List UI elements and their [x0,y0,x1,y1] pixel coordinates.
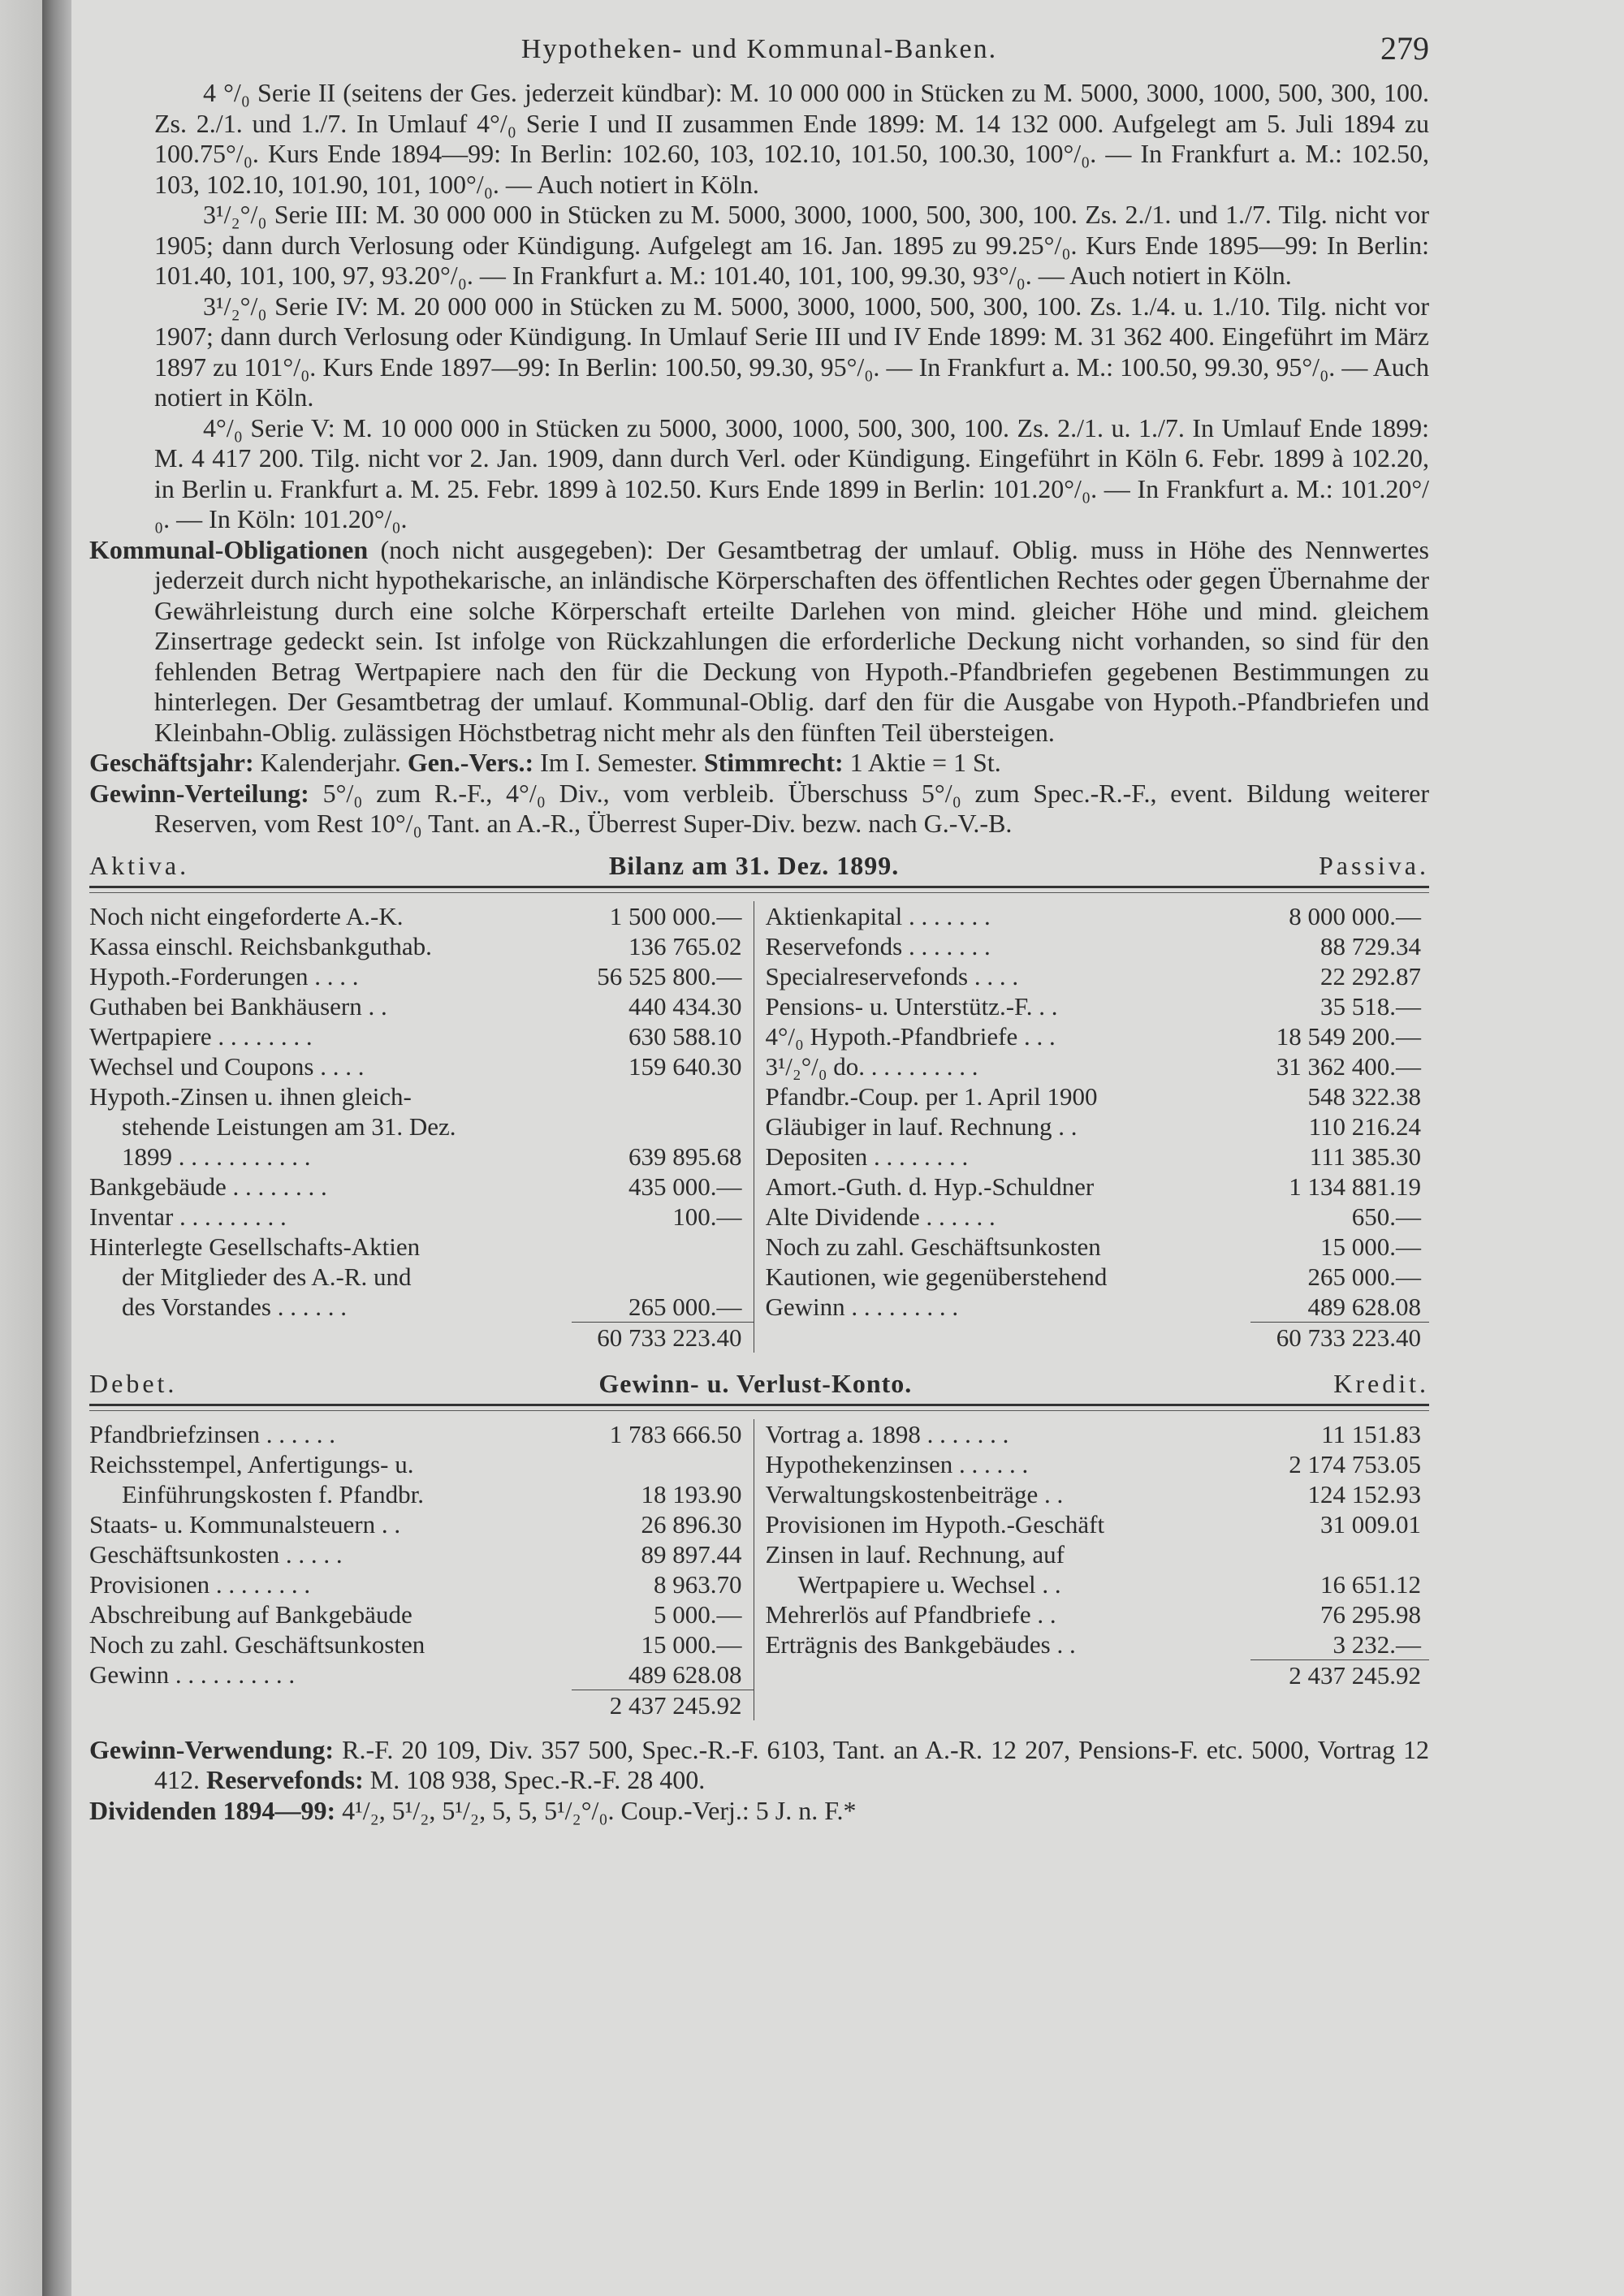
kredit-row-label: Hypothekenzinsen . . . . . . [765,1449,1029,1478]
aktiva-row [89,931,754,961]
aktiva-total: 60 733 223.40 [572,1322,754,1353]
passiva-row-amount: 22 292.87 [1320,961,1421,990]
dividenden-text: 4¹/₂, 5¹/₂, 5¹/₂, 5, 5, 5¹/₂°/₀. Coup.-Verj.: 5 J. n. F.* [335,1795,857,1825]
aktiva-row-label: Bankgebäude . . . . . . . . [89,1172,327,1201]
passiva-row [766,1262,1430,1292]
gewinn-verwendung-paragraph [89,1735,1429,1796]
debet-row-amount: 5 000.— [654,1599,742,1629]
aktiva-row [89,1202,754,1232]
passiva-row [766,901,1430,931]
aktiva-row-label: stehende Leistungen am 31. Dez. [122,1111,456,1141]
aktiva-row [89,1051,754,1081]
gewinn-verteilung-heading: Gewinn-Verteilung: [89,778,309,808]
series-v-paragraph: 4°/₀ Serie V: M. 10 000 000 in Stücken zu 5000, 3000, 1000, 500, 300, 100. Zs. 2./1. u. 1./7. In Umlauf Ende 1899: M. 4 417 200. Tilg. nicht vor 2. Jan. 1909, dann durch Verl. oder Kündigung. Eingeführt in Köln 6. Febr. 1899 à 102.20, in Berlin u. Frankfurt a. M. 25. Febr. 1899 à 102.50. Kurs Ende 1899 in Berlin: 101.20°/₀. — In Frankfurt a. M.: 101.20°/₀. — In Köln: 101.20°/₀. [154,412,1429,533]
aktiva-row [89,1232,754,1262]
debet-row-label: Geschäftsunkosten . . . . . [89,1539,343,1569]
kredit-row-label: Wertpapiere u. Wechsel . . [797,1569,1061,1599]
aktiva-row-label: der Mitglieder des A.-R. und [122,1262,412,1291]
debet-row [89,1479,754,1509]
gewinn-verteilung-paragraph [89,779,1429,839]
passiva-row [766,1172,1430,1202]
kredit-row-amount [1250,1539,1429,1569]
aktiva-row [89,1142,754,1172]
aktiva-row-amount: 639 895.68 [628,1142,742,1171]
guv-title: Gewinn- u. Verlust-Konto. [598,1368,913,1398]
passiva-row [766,1111,1430,1142]
passiva-row-label: 4°/₀ Hypoth.-Pfandbriefe . . . [765,1021,1056,1051]
kredit-row-amount: 2 174 753.05 [1289,1449,1421,1478]
passiva-row-amount: 35 518.— [1320,991,1421,1021]
aktiva-row-amount: 440 434.30 [628,991,742,1021]
document-page [89,29,1429,1826]
kredit-row [766,1449,1430,1479]
passiva-row-amount: 31 362 400.— [1276,1051,1421,1081]
passiva-row [766,1292,1430,1322]
kredit-row-label: Vortrag a. 1898 . . . . . . . [765,1419,1009,1448]
kredit-column [754,1419,1430,1720]
kommunal-text: (noch nicht ausgegeben): Der Gesamtbetrag der umlauf. Oblig. muss in Höhe des Nennwertes jederzeit durch nicht hypothekarische, an inländische Körperschaften des öffentlichen Rechtes oder gegen Übernahme der Gewährleistung durch eine solche Körperschaft erteilte Darlehen von mind. gleicher Höhe und mind. gleichem Zinsertrage gedeckt sein. Ist infolge von Rückzahlungen die erforderliche Deckung nicht vorhanden, so sind für den fehlenden Betrag Wertpapiere nach den für die Deckung von Hypoth.-Pfandbriefen gegebenen Bestimmungen zu hinterlegen. Der Gesamtbetrag der umlauf. Kommunal-Oblig. darf den für die Ausgabe von Hypoth.-Pfandbriefen und Kleinbahn-Oblig. zulässigen Höchstbetrag nicht mehr als den fünften Teil übersteigen. [154,534,1429,747]
debet-row-label: Provisionen . . . . . . . . [89,1569,311,1599]
passiva-row [766,1051,1430,1081]
aktiva-row-amount: 136 765.02 [628,931,742,960]
debet-row-amount [572,1449,754,1479]
gewinn-verwendung-text: R.-F. 20 109, Div. 357 500, Spec.-R.-F. 6103, Tant. an A.-R. 12 207, Pensions-F. etc. 5000, Vortrag 12 412. [154,1734,1429,1794]
kommunal-heading: Kommunal-Obligationen [89,534,369,564]
bilanz-heading [89,851,1429,888]
debet-row [89,1569,754,1599]
aktiva-row [89,961,754,991]
dividenden-heading: Dividenden 1894—99: [89,1795,336,1825]
kredit-row [766,1569,1430,1599]
aktiva-row-label: Wertpapiere . . . . . . . . [89,1021,313,1051]
kredit-row-amount: 76 295.98 [1320,1599,1421,1629]
geschaeftsjahr-line [89,748,1429,779]
passiva-total-row [766,1322,1430,1353]
gewinn-verwendung-heading: Gewinn-Verwendung: [89,1734,335,1764]
aktiva-row-amount: 56 525 800.— [597,961,742,990]
passiva-row [766,991,1430,1021]
kredit-row-label: Zinsen in lauf. Rechnung, auf [765,1539,1065,1569]
debet-row-label: Staats- u. Kommunalsteuern . . [89,1509,401,1539]
running-head: Hypotheken- und Kommunal-Banken. [520,34,998,64]
debet-row-amount: 18 193.90 [641,1479,742,1508]
passiva-row-label: Noch zu zahl. Geschäftsunkosten [765,1232,1101,1261]
passiva-row-label: Gläubiger in lauf. Rechnung . . [765,1111,1078,1141]
divider [89,892,1429,893]
passiva-row-amount: 110 216.24 [1308,1111,1421,1141]
debet-row-amount: 15 000.— [641,1629,742,1659]
dividenden-line [89,1796,1429,1827]
debet-row [89,1539,754,1569]
debet-total-row [89,1690,754,1720]
debet-row-label: Gewinn . . . . . . . . . . [89,1659,296,1689]
bilanz-title: Bilanz am 31. Dez. 1899. [608,850,900,880]
kredit-total: 2 437 245.92 [1250,1659,1429,1690]
aktiva-row-label: des Vorstandes . . . . . . [122,1292,347,1321]
geschaeftsjahr-heading: Geschäftsjahr: [89,748,254,777]
aktiva-row-label: Hypoth.-Forderungen . . . . [89,961,359,990]
aktiva-row [89,1262,754,1292]
guv-heading [89,1369,1429,1406]
aktiva-row-amount: 265 000.— [628,1292,742,1321]
debet-row [89,1449,754,1479]
kredit-row [766,1509,1430,1539]
passiva-row-label: Gewinn . . . . . . . . . [765,1292,959,1321]
debet-row-label: Abschreibung auf Bankgebäude [89,1599,412,1629]
geschaeftsjahr-text: Kalenderjahr. [253,748,408,777]
stimmrecht-text: 1 Aktie = 1 St. [843,748,1001,777]
passiva-row-amount: 18 549 200.— [1276,1021,1421,1051]
debet-row-amount: 8 963.70 [654,1569,742,1599]
series-ii-paragraph: 4 °/₀ Serie II (seitens der Ges. jederzeit kündbar): M. 10 000 000 in Stücken zu M. 5000, 3000, 1000, 500, 300, 100. Zs. 2./1. und 1./7. In Umlauf 4°/₀ Serie I und II zusammen Ende 1899: M. 14 132 000. Aufgelegt am 5. Juli 1894 zu 100.75°/₀. Kurs Ende 1894—99: In Berlin: 102.60, 103, 102.10, 101.50, 100.30, 100°/₀. — In Frankfurt a. M.: 102.50, 103, 102.10, 101.90, 101, 100°/₀. — Auch notiert in Köln. [154,78,1429,199]
aktiva-row-label: Hinterlegte Gesellschafts-Aktien [89,1232,421,1261]
passiva-row-amount: 265 000.— [1307,1262,1421,1291]
book-binding-shadow [42,0,71,2296]
gen-vers-heading: Gen.-Vers.: [407,748,534,777]
passiva-row-amount: 88 729.34 [1320,931,1421,960]
kredit-row-label: Mehrerlös auf Pfandbriefe . . [765,1599,1056,1629]
debet-row [89,1629,754,1659]
passiva-row-amount: 1 134 881.19 [1289,1172,1421,1201]
aktiva-row-amount [572,1081,754,1111]
debet-total: 2 437 245.92 [572,1690,754,1720]
series-iv-paragraph: 3¹/₂°/₀ Serie IV: M. 20 000 000 in Stücken zu M. 5000, 3000, 1000, 500, 300, 100. Zs. 1./4. u. 1./10. Tilg. nicht vor 1907; dann durch Verlosung oder Kündigung. In Umlauf Serie III und IV Ende 1899: M. 31 362 400. Eingeführt im März 1897 zu 101°/₀. Kurs Ende 1897—99: In Berlin: 100.50, 99.30, 95°/₀. — In Frankfurt a. M.: 100.50, 99.30, 95°/₀. — Auch notiert in Köln. [154,291,1429,412]
page-number: 279 [1380,30,1429,67]
debet-row-label: Reichsstempel, Anfertigungs- u. [89,1449,414,1478]
passiva-row [766,1202,1430,1232]
debet-row [89,1659,754,1690]
aktiva-row-label: Hypoth.-Zinsen u. ihnen gleich- [89,1081,412,1111]
passiva-row-amount: 650.— [1351,1202,1421,1231]
aktiva-row [89,991,754,1021]
debet-row-label: Einführungskosten f. Pfandbr. [122,1479,424,1508]
aktiva-row-label: Inventar . . . . . . . . . [89,1202,287,1231]
kredit-row-amount: 31 009.01 [1320,1509,1421,1539]
passiva-row-amount: 8 000 000.— [1289,901,1421,930]
passiva-label: Passiva. [1318,850,1429,880]
aktiva-row-amount [572,1232,754,1262]
passiva-row [766,961,1430,991]
aktiva-row-amount: 435 000.— [628,1172,742,1201]
debet-row-amount: 89 897.44 [641,1539,742,1569]
debet-row [89,1599,754,1629]
kredit-row [766,1629,1430,1659]
gen-vers-text: Im I. Semester. [533,748,704,777]
debet-row-amount: 26 896.30 [641,1509,742,1539]
aktiva-row-label: Wechsel und Coupons . . . . [89,1051,365,1081]
reservefonds-heading: Reservefonds: [206,1765,364,1794]
passiva-row [766,1081,1430,1111]
passiva-row-amount: 111 385.30 [1309,1142,1421,1171]
aktiva-row-amount: 630 588.10 [628,1021,742,1051]
page-left-margin [0,0,42,2296]
passiva-row-label: Pfandbr.-Coup. per 1. April 1900 [765,1081,1098,1111]
kredit-label: Kredit. [1333,1368,1429,1398]
aktiva-row-label: Noch nicht eingeforderte A.-K. [89,901,404,930]
aktiva-row [89,1081,754,1111]
kredit-row [766,1419,1430,1449]
kredit-row-label: Erträgnis des Bankgebäudes . . [765,1629,1076,1659]
aktiva-row-label: 1899 . . . . . . . . . . . [122,1142,311,1171]
passiva-row [766,1142,1430,1172]
kredit-total-row [766,1659,1430,1690]
passiva-row [766,1021,1430,1051]
series-iii-paragraph: 3¹/₂°/₀ Serie III: M. 30 000 000 in Stücken zu M. 5000, 3000, 1000, 500, 300, 100. Zs. 2./1. und 1./7. Tilg. nicht vor 1905; dann durch Verlosung oder Kündigung. Aufgelegt am 16. Jan. 1895 zu 99.25°/₀. Kurs Ende 1895—99: In Berlin: 101.40, 101, 100, 97, 93.20°/₀. — In Frankfurt a. M.: 101.40, 101, 100, 99.30, 93°/₀. — Auch notiert in Köln. [154,200,1429,290]
passiva-row-label: Amort.-Guth. d. Hyp.-Schuldner [765,1172,1095,1201]
kredit-row-label: Provisionen im Hypoth.-Geschäft [765,1509,1105,1539]
kredit-row [766,1599,1430,1629]
debet-row [89,1419,754,1449]
passiva-row-label: Alte Dividende . . . . . . [765,1202,996,1231]
passiva-row-label: Specialreservefonds . . . . [765,961,1019,990]
kredit-row-amount: 124 152.93 [1307,1479,1421,1508]
debet-column [89,1419,754,1720]
aktiva-row-amount: 100.— [672,1202,742,1231]
kredit-row [766,1479,1430,1509]
aktiva-row [89,1021,754,1051]
passiva-row-amount: 548 322.38 [1307,1081,1421,1111]
passiva-row-label: Kautionen, wie gegenüberstehend [765,1262,1108,1291]
debet-row [89,1509,754,1539]
kredit-row-label: Verwaltungskostenbeiträge . . [765,1479,1064,1508]
passiva-row-amount: 15 000.— [1320,1232,1421,1261]
aktiva-total-row [89,1322,754,1353]
passiva-row-label: Pensions- u. Unterstütz.-F. . . [765,991,1058,1021]
aktiva-row-label: Guthaben bei Bankhäusern . . [89,991,387,1021]
kredit-row-amount: 3 232.— [1332,1629,1421,1659]
aktiva-row [89,1111,754,1142]
passiva-row-label: 3¹/₂°/₀ do. . . . . . . . . . [765,1051,978,1081]
kredit-row-amount: 16 651.12 [1320,1569,1421,1599]
aktiva-row-amount: 159 640.30 [628,1051,742,1081]
passiva-row [766,1232,1430,1262]
passiva-row [766,931,1430,961]
aktiva-row-amount [572,1111,754,1142]
stimmrecht-heading: Stimmrecht: [703,748,844,777]
guv-table [89,1419,1429,1720]
bilanz-table [89,901,1429,1353]
debet-row-amount: 1 783 666.50 [609,1419,742,1448]
kredit-row-amount: 11 151.83 [1321,1419,1421,1448]
debet-row-amount: 489 628.08 [628,1659,742,1689]
debet-row-label: Noch zu zahl. Geschäftsunkosten [89,1629,425,1659]
aktiva-row-amount [572,1262,754,1292]
kredit-row [766,1539,1430,1569]
aktiva-row [89,1292,754,1322]
aktiva-row-label: Kassa einschl. Reichsbankguthab. [89,931,432,960]
page-header [89,29,1429,78]
passiva-row-amount: 489 628.08 [1307,1292,1421,1321]
passiva-row-label: Depositen . . . . . . . . [765,1142,969,1171]
debet-label: Debet. [89,1368,178,1398]
divider [89,1410,1429,1411]
gewinn-verteilung-text: 5°/₀ zum R.-F., 4°/₀ Div., vom verbleib. Überschuss 5°/₀ zum Spec.-R.-F., event. Bildung weiterer Reserven, vom Rest 10°/₀ Tant. an A.-R., Überrest Super-Div. bezw. nach G.-V.-B. [154,778,1429,838]
kommunal-obligationen-paragraph [89,535,1429,749]
debet-row-label: Pfandbriefzinsen . . . . . . [89,1419,336,1448]
aktiva-label: Aktiva. [89,850,190,880]
aktiva-row-amount: 1 500 000.— [609,901,742,930]
aktiva-column [89,901,754,1353]
passiva-column [754,901,1430,1353]
passiva-row-label: Aktienkapital . . . . . . . [765,901,991,930]
aktiva-row [89,901,754,931]
reservefonds-text: M. 108 938, Spec.-R.-F. 28 400. [363,1765,706,1794]
passiva-total: 60 733 223.40 [1250,1322,1429,1353]
aktiva-row [89,1172,754,1202]
passiva-row-label: Reservefonds . . . . . . . [765,931,991,960]
